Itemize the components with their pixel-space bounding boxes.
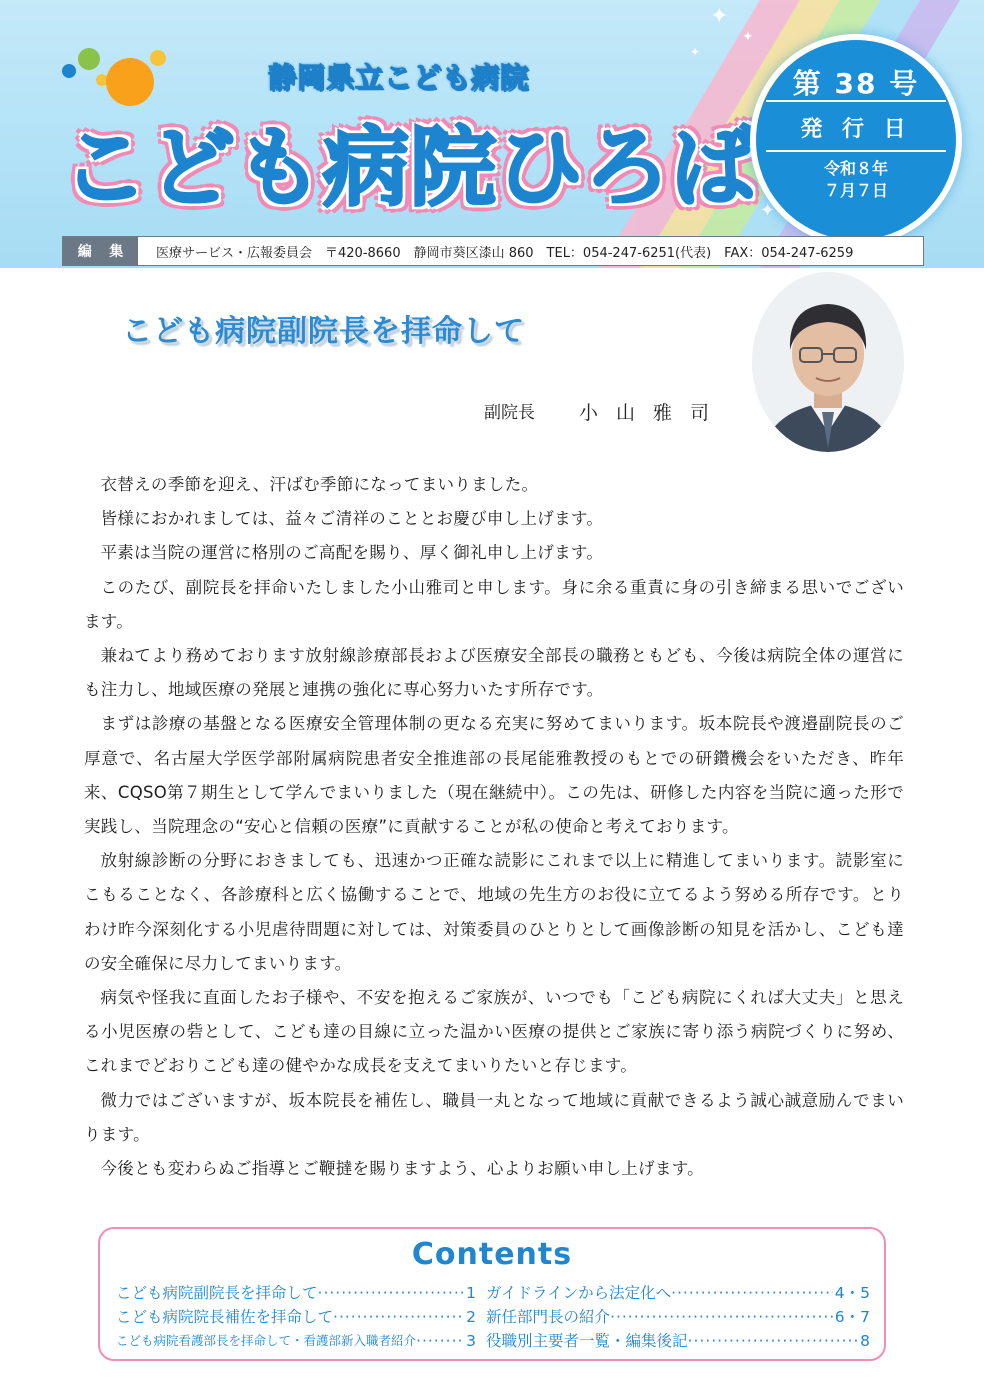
article-paragraph: 兼ねてより務めております放射線診療部長および医療安全部長の職務ともども、今後は病院全体の運営にも注力し、地域医療の発展と連携の強化に専心努力いたす所存です。 xyxy=(84,646,904,700)
toc-item-label: こども病院院長補佐を拝命して xyxy=(116,1308,334,1326)
toc-item-label: こども病院副院長を拝命して xyxy=(116,1284,318,1302)
toc-item-page: 1 xyxy=(466,1284,476,1302)
toc-leader xyxy=(318,1281,465,1305)
issue-label: 発 行 日 xyxy=(800,117,912,142)
toc-item-label: 新任部門長の紹介 xyxy=(486,1308,611,1326)
editorial-label-char1: 編 xyxy=(77,244,92,260)
decor-dot-green xyxy=(78,48,100,70)
sparkle-icon: ✦ xyxy=(760,200,776,221)
toc-leader xyxy=(671,1281,833,1305)
newsletter-title: こども病院ひろば xyxy=(62,118,758,218)
toc-item-label: ガイドラインから法定化へ xyxy=(486,1284,672,1302)
toc-leader xyxy=(610,1305,833,1329)
article-paragraph: 放射線診断の分野におきましても、迅速かつ正確な読影にこれまで以上に精進してまいります。読影室にこもることなく、各診療科と広く協働することで、地域の先生方のお役に立てるよう努める所存です。とりわけ昨今深刻化する小児虐待問題に対しては、対策委員のひとりとして画像診断の知見を活かし、こども達の安全確保に尽力してまいります。 xyxy=(84,851,904,973)
toc-item-page: 3 xyxy=(466,1332,476,1350)
hospital-name: 静岡県立こども病院 xyxy=(268,61,530,94)
divider xyxy=(766,100,946,102)
toc-item-label: 役職別主要者一覧・編集後記 xyxy=(486,1332,688,1350)
issue-badge xyxy=(756,40,956,240)
toc-leader xyxy=(333,1305,464,1329)
contents-box xyxy=(98,1227,886,1361)
editorial-label xyxy=(63,237,138,265)
header-banner xyxy=(0,0,984,268)
issue-date-line1: 令和８年 xyxy=(823,159,888,178)
article-paragraph: 病気や怪我に直面したお子様や、不安を抱えるご家族が、いつでも「こども病院にくれば大丈夫」と思える小児医療の砦として、こども達の目線に立った温かい医療の提供とご家族に寄り添う病院づくりに努め、これまでどおりこども達の健やかな成長を支えてまいりたいと存じます。 xyxy=(84,988,904,1076)
toc-item-label: こども病院看護部長を拝命して・看護部新入職者紹介 xyxy=(116,1333,417,1348)
sparkle-icon: ✦ xyxy=(690,45,701,59)
article-paragraph: 皆様におかれましては、益々ご清祥のこととお慶び申し上げます。 xyxy=(100,509,604,529)
article-paragraph: 今後とも変わらぬご指導とご鞭撻を賜りますよう、心よりお願い申し上げます。 xyxy=(100,1159,704,1179)
decor-dot-blue xyxy=(62,64,76,78)
divider xyxy=(766,150,946,152)
toc-column-right xyxy=(486,1281,870,1353)
article-paragraph: 微力ではございますが、坂本院長を補佐し、職員一丸となって地域に貢献できるよう誠心誠意励んでまいります。 xyxy=(84,1090,904,1144)
article-body xyxy=(84,468,904,1186)
toc-item-page: 4・5 xyxy=(834,1284,870,1302)
toc-item-page: 2 xyxy=(466,1308,476,1326)
article-paragraph: このたび、副院長を拝命いたしました小山雅司と申します。身に余る重責に身の引き締まる思いでございます。 xyxy=(84,577,904,631)
toc-item[interactable] xyxy=(116,1305,476,1329)
toc-item-page: 8 xyxy=(860,1332,870,1350)
article-paragraph: 衣替えの季節を迎え、汗ばむ季節になってまいりました。 xyxy=(100,475,539,494)
toc-item[interactable] xyxy=(116,1281,476,1305)
toc-item[interactable] xyxy=(486,1305,870,1329)
decor-dot-yellow xyxy=(150,50,166,66)
author-byline xyxy=(484,398,727,425)
editorial-contact: 医療サービス・広報委員会 〒420-8660 静岡市葵区漆山 860 TEL：054-247-6251(代表) FAX：054-247-6259 xyxy=(156,245,854,261)
contents-title: Contents xyxy=(411,1237,573,1272)
editorial-label-char2: 集 xyxy=(109,244,124,260)
author-role: 副院長 xyxy=(484,403,535,423)
toc-item-page: 6・7 xyxy=(834,1308,870,1326)
editorial-info-bar xyxy=(62,236,924,266)
toc-item[interactable] xyxy=(486,1281,870,1305)
article-paragraph: 平素は当院の運営に格別のご高配を賜り、厚く御礼申し上げます。 xyxy=(100,543,604,563)
toc-item[interactable] xyxy=(116,1329,476,1353)
author-name: 小山雅司 xyxy=(579,402,728,424)
issue-number: 第 38 号 xyxy=(792,67,920,100)
toc-column-left xyxy=(116,1281,476,1353)
toc-leader xyxy=(688,1329,859,1353)
issue-date xyxy=(756,158,956,202)
issue-date-line2: ７月７日 xyxy=(823,181,888,200)
sparkle-icon: ✦ xyxy=(710,4,729,29)
article-paragraph: まずは診療の基盤となる医療安全管理体制の更なる充実に努めてまいります。坂本院長や渡邉副院長のご厚意で、名古屋大学医学部附属病院患者安全推進部の長尾能雅教授のもとでの研鑽機会をいただき、昨年来、CQSO第７期生として学んでまいりました（現在継続中）。この先は、研修した内容を当院に適った形で実践し、当院理念の“安心と信頼の医療”に貢献することが私の使命と考えております。 xyxy=(84,714,905,837)
article-title: こども病院副院長を拝命して xyxy=(122,314,525,349)
toc-leader xyxy=(416,1329,464,1353)
portrait-photo xyxy=(752,272,904,452)
sparkle-icon: ✦ xyxy=(742,29,754,45)
toc-item[interactable] xyxy=(486,1329,870,1353)
author-portrait xyxy=(752,272,904,452)
